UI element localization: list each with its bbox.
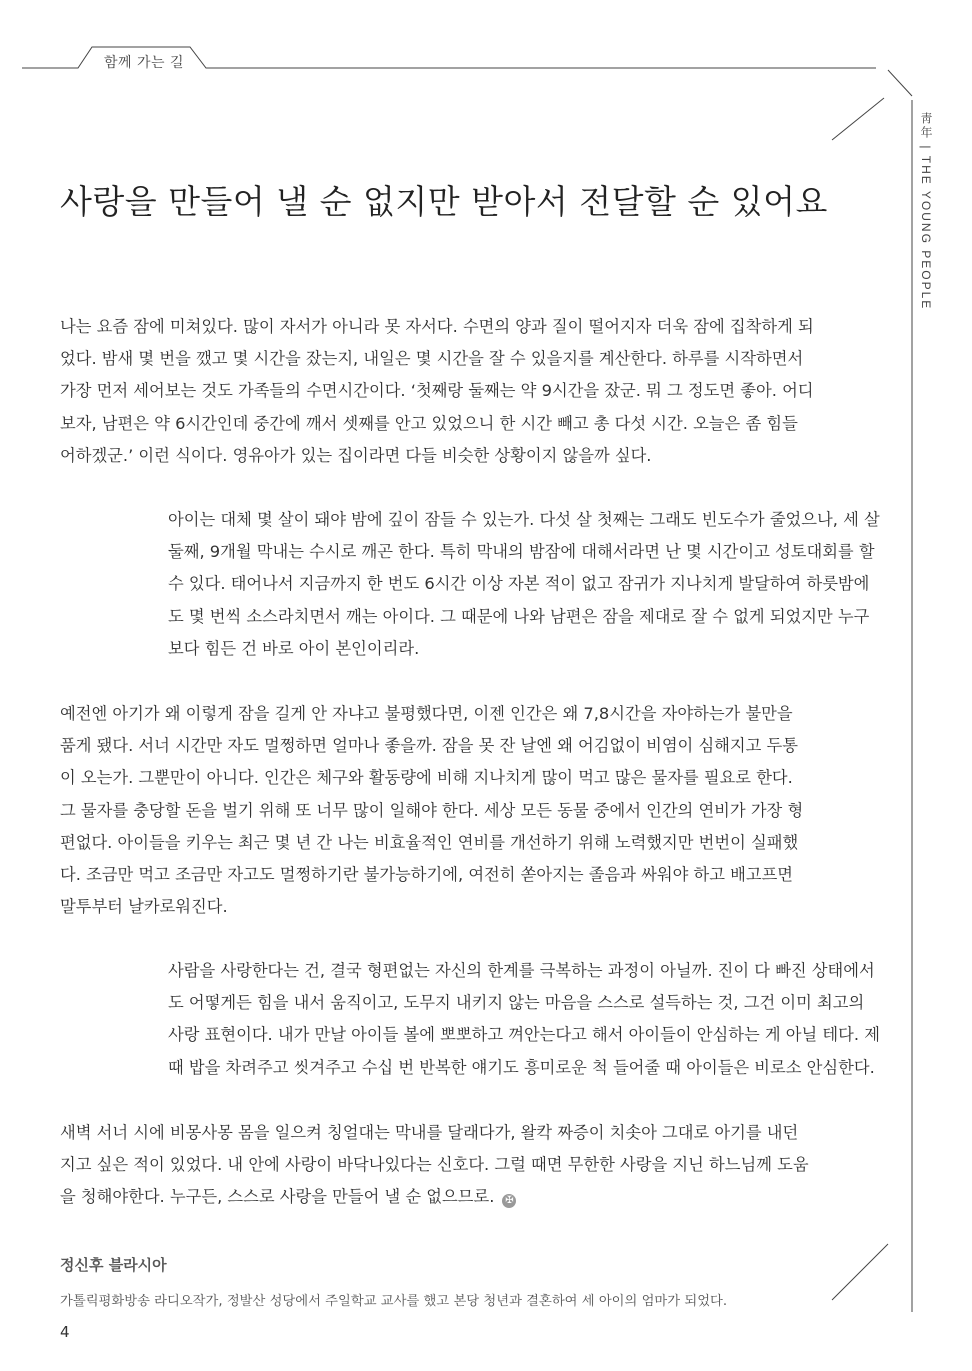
section-label: 함께 가는 길 — [104, 55, 185, 71]
paragraph-line: 아이는 대체 몇 살이 돼야 밤에 깊이 잠들 수 있는가. 다섯 살 첫째는 그래도 빈도수가 줄었으나, 세 살 — [168, 510, 880, 529]
paragraph-line: 수 있다. 태어나서 지금까지 한 번도 6시간 이상 자본 적이 없고 잠귀가 지나치게 발달하여 하룻밤에 — [168, 574, 870, 594]
paragraph-line: 도 몇 번씩 소스라치면서 깨는 아이다. 그 때문에 나와 남편은 잠을 제대로 잘 수 없게 되었지만 누구 — [168, 606, 870, 626]
paragraph-line: 편없다. 아이들을 키우는 최근 몇 년 간 나는 비효율적인 연비를 개선하기 위해 노력했지만 번번이 실패했 — [60, 832, 799, 852]
paragraph-line-text: 을 청해야한다. 누구든, 스스로 사랑을 만들어 낼 순 없으므로. — [60, 1187, 495, 1207]
paragraph-line: 나는 요즘 잠에 미쳐있다. 많이 자서가 아니라 못 자서다. 수면의 양과 질이 떨어지자 더욱 잠에 집착하게 되 — [60, 317, 814, 336]
article-paragraph-2 — [168, 504, 878, 665]
paragraph-line: 다. 조금만 먹고 조금만 자고도 멀쩡하기란 불가능하기에, 여전히 쏟아지는 졸음과 싸워야 하고 배고프면 — [60, 865, 794, 885]
paragraph-line: 어하겠군.’ 이런 식이다. 영유아가 있는 집이라면 다들 비슷한 상황이지 않을까 싶다. — [60, 445, 652, 465]
article-paragraph-1 — [60, 311, 816, 472]
paragraph-line: 가장 먼저 세어보는 것도 가족들의 수면시간이다. ‘첫째랑 둘째는 약 9시간을 잤군. 뭐 그 정도면 좋아. 어디 — [60, 381, 814, 401]
paragraph-line: 도 어떻게든 힘을 내서 움직이고, 도무지 내키지 않는 마음을 스스로 설득하는 것, 그건 이미 최고의 — [168, 993, 865, 1013]
page-number: 4 — [60, 1323, 70, 1341]
paragraph-line: 었다. 밤새 몇 번을 깼고 몇 시간을 잤는지, 내일은 몇 시간을 잘 수 있을지를 계산한다. 하루를 시작하면서 — [60, 349, 804, 369]
paragraph-line: 품게 됐다. 서너 시간만 자도 멀쩡하면 얼마나 좋을까. 잠을 못 잔 날엔 왜 어김없이 비염이 심해지고 두통 — [60, 736, 798, 756]
paragraph-line: 예전엔 아기가 왜 이렇게 잠을 길게 안 자냐고 불평했다면, 이젠 인간은 왜 7,8시간을 자야하는가 불만을 — [60, 704, 793, 723]
paragraph-line: 때 밥을 차려주고 씻겨주고 수십 번 반복한 얘기도 흥미로운 척 들어줄 때 아이들은 비로소 안심한다. — [168, 1057, 875, 1077]
paragraph-line: 사람을 사랑한다는 건, 결국 형편없는 자신의 한계를 극복하는 과정이 아닐까. 진이 다 빠진 상태에서 — [168, 961, 875, 980]
paragraph-line: 보자, 남편은 약 6시간인데 중간에 깨서 셋째를 안고 있었으니 한 시간 빼고 총 다섯 시간. 오늘은 좀 힘들 — [60, 413, 798, 433]
article-paragraph-3 — [60, 698, 816, 923]
paragraph-line: 둘째, 9개월 막내는 수시로 깨곤 한다. 특히 막내의 밤잠에 대해서라면 난 몇 시간이고 성토대회를 할 — [168, 542, 875, 562]
article-paragraph-5 — [60, 1117, 816, 1214]
paragraph-line: 새벽 서너 시에 비몽사몽 몸을 일으켜 칭얼대는 막내를 달래다가, 왈칵 짜증이 치솟아 그대로 아기를 내던 — [60, 1123, 799, 1142]
author-name: 정신후 블라시아 — [60, 1256, 167, 1274]
paragraph-line-last — [60, 1181, 816, 1213]
paragraph-line: 그 물자를 충당할 돈을 벌기 위해 또 너무 많이 일해야 한다. 세상 모든 동물 중에서 인간의 연비가 가장 형 — [60, 800, 804, 820]
paragraph-line: 보다 힘든 건 바로 아이 본인이리라. — [168, 638, 420, 658]
series-vertical-label: 靑年 | THE YOUNG PEOPLE — [919, 112, 933, 311]
article-paragraph-4 — [168, 955, 878, 1084]
article-title: 사랑을 만들어 낼 순 없지만 받아서 전달할 순 있어요 — [60, 182, 828, 222]
cross-medallion-icon: ✠ — [502, 1194, 516, 1208]
author-bio: 가톨릭평화방송 라디오작가, 정발산 성당에서 주일학교 교사를 했고 본당 청년과 결혼하여 세 아이의 엄마가 되었다. — [60, 1294, 728, 1309]
paragraph-line: 말투부터 날카로워진다. — [60, 897, 228, 917]
paragraph-line: 지고 싶은 적이 있었다. 내 안에 사랑이 바닥나있다는 신호다. 그럴 때면 무한한 사랑을 지닌 하느님께 도움 — [60, 1155, 809, 1175]
paragraph-line: 사랑 표현이다. 내가 만날 아이들 볼에 뽀뽀하고 껴안는다고 해서 아이들이 안심하는 게 아닐 테다. 제 — [168, 1025, 880, 1045]
paragraph-line: 이 오는가. 그뿐만이 아니다. 인간은 체구와 활동량에 비해 지나치게 많이 먹고 많은 물자를 필요로 한다. — [60, 768, 793, 788]
